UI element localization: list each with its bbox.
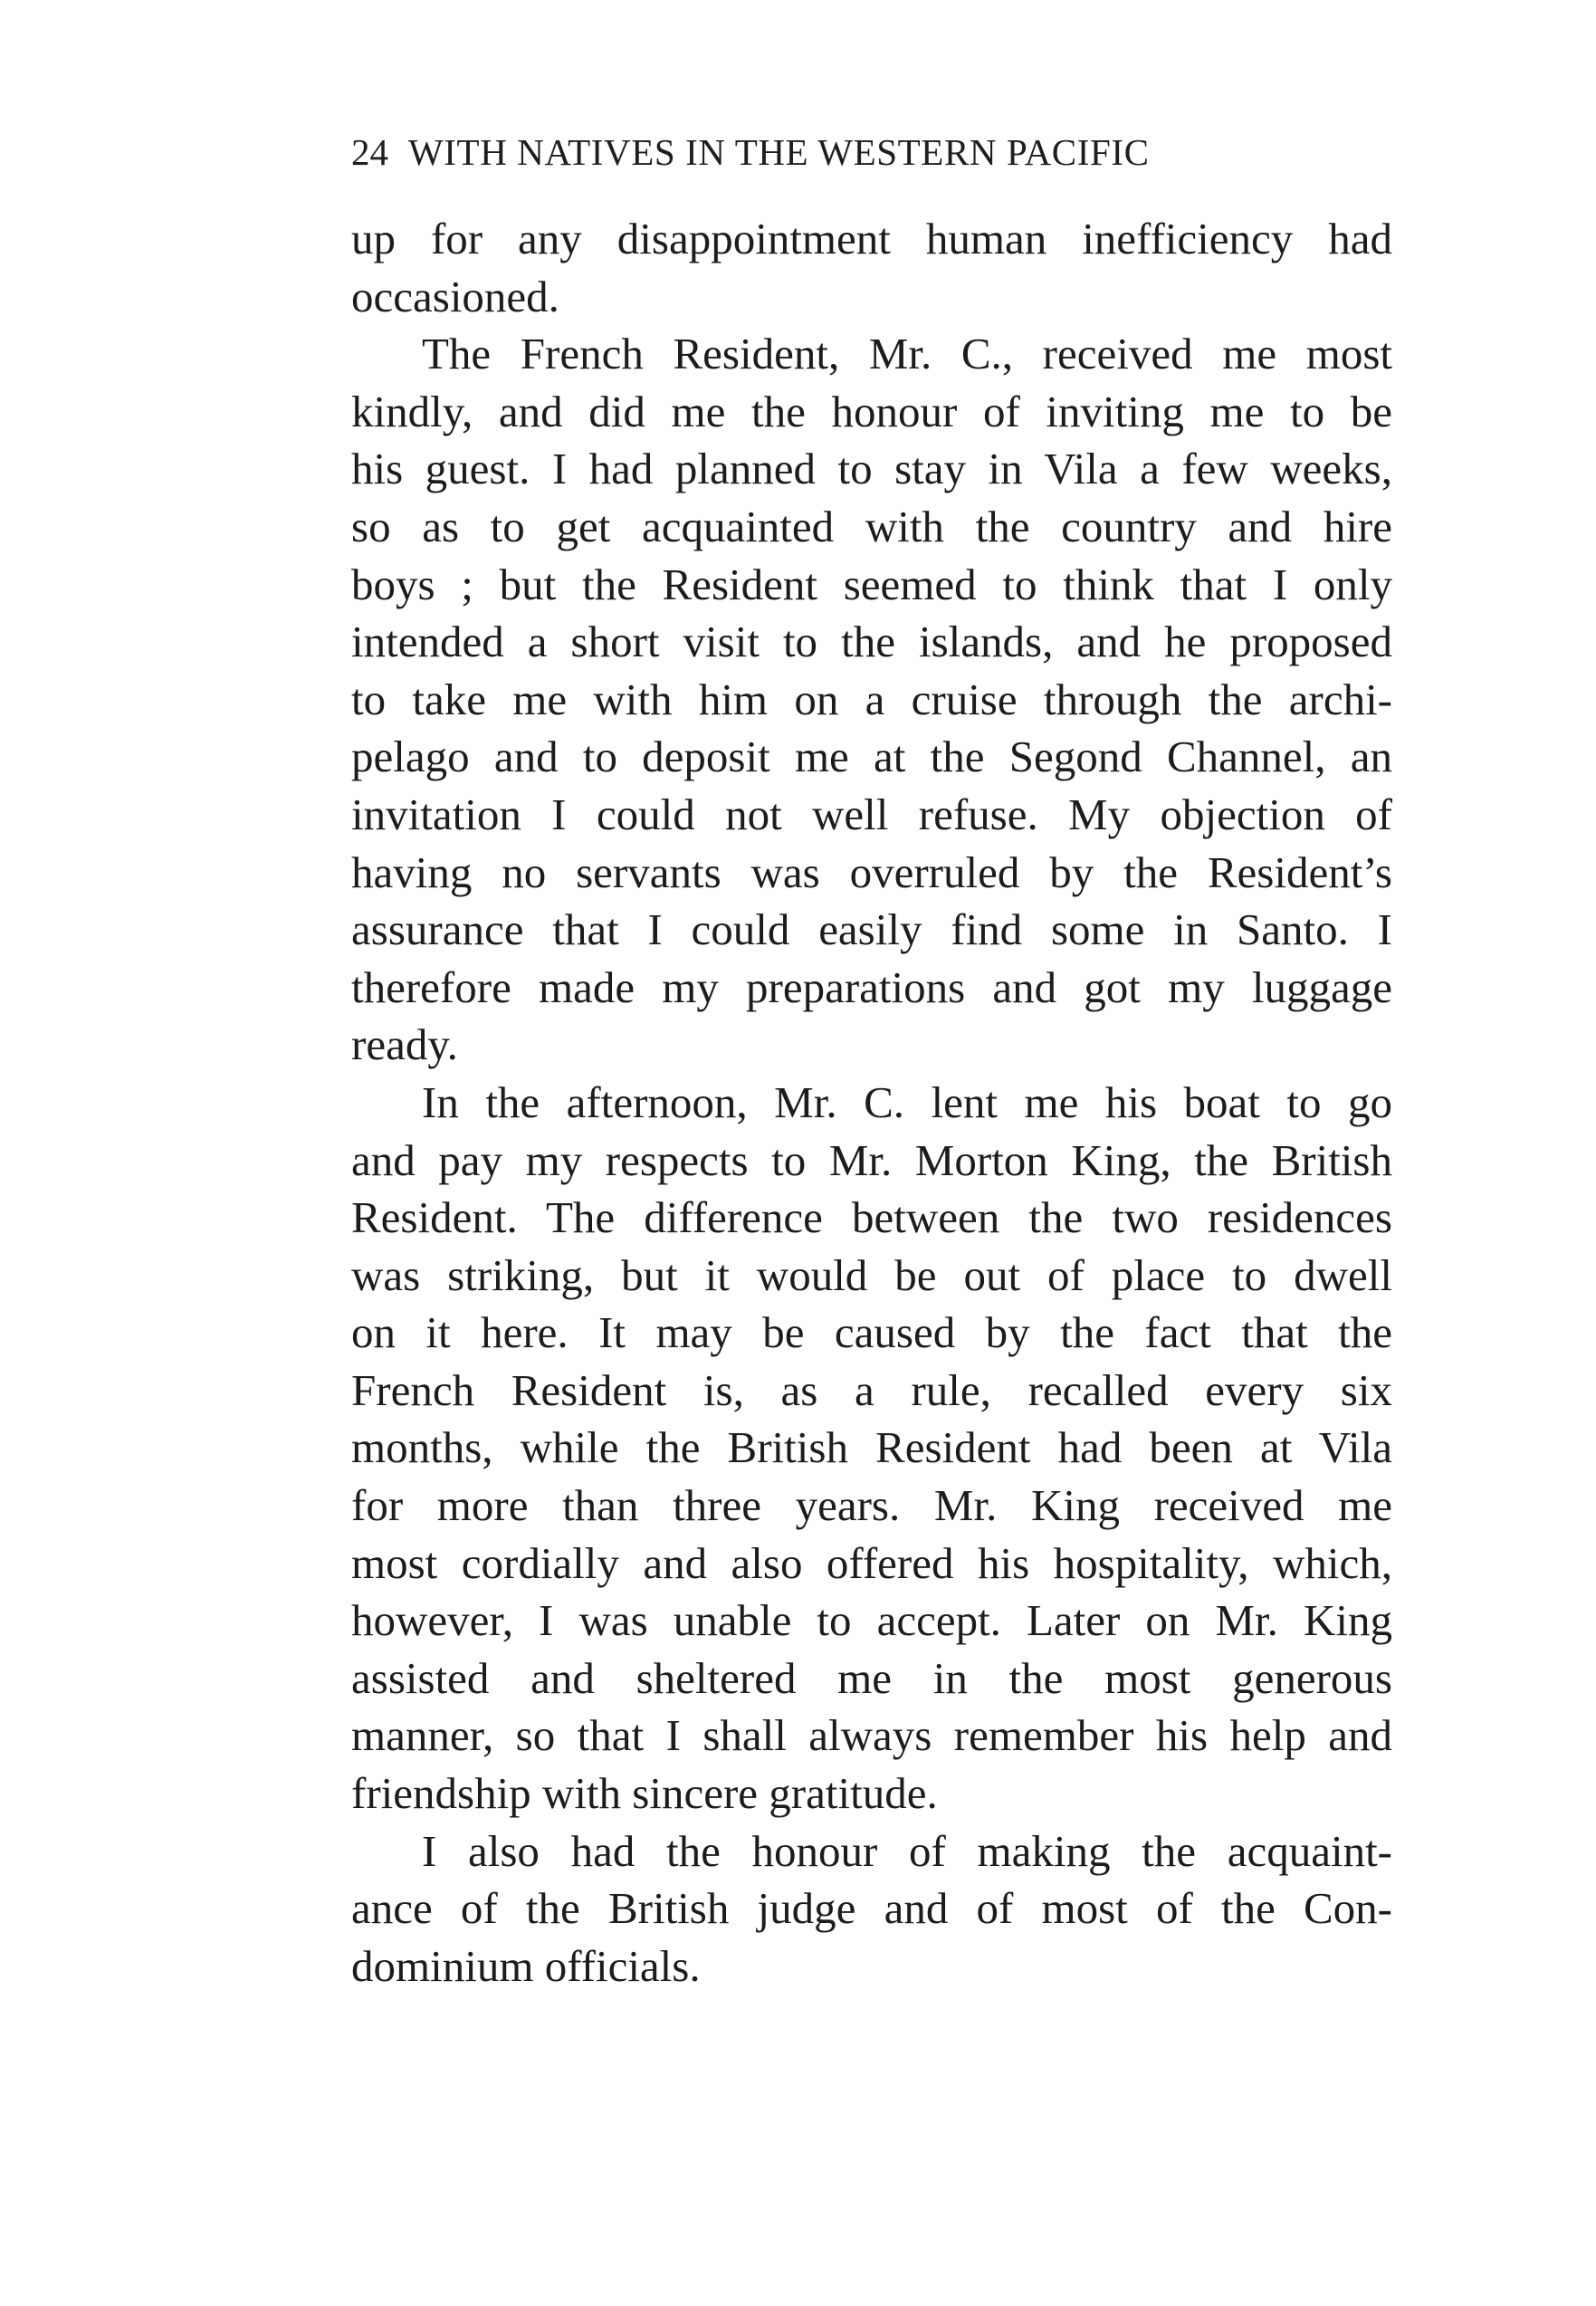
text-line: occasioned.: [351, 271, 559, 321]
text-line: intended a short visit to the islands, and he proposed: [351, 617, 1392, 667]
running-head: [351, 125, 1392, 179]
text-line: on it here. It may be caused by the fact that the: [351, 1307, 1392, 1358]
text-line: up for any disappointment human inefficiency had: [351, 214, 1392, 263]
text-line: dominium officials.: [351, 1940, 701, 1991]
text-line: assurance that I could easily find some in Santo. I: [351, 904, 1392, 955]
text-line: ready.: [351, 1019, 458, 1070]
page-number: 24: [351, 131, 388, 173]
text-line: to take me with him on a cruise through the archi-: [351, 674, 1392, 724]
text-line: however, I was unable to accept. Later on Mr. King: [351, 1595, 1392, 1646]
text-line: Resident. The difference between the two residences: [351, 1192, 1392, 1243]
text-line: manner, so that I shall always remember his help and: [351, 1710, 1392, 1761]
text-line: having no servants was overruled by the Resident’s: [351, 847, 1392, 897]
book-title: WITH NATIVES IN THE WESTERN PACIFIC: [408, 131, 1150, 173]
text-line: assisted and sheltered me in the most generous: [351, 1652, 1392, 1703]
text-line: kindly, and did me the honour of inviting me to be: [351, 386, 1392, 436]
text-line: invitation I could not well refuse. My objection of: [351, 789, 1392, 839]
text-line: his guest. I had planned to stay in Vila a few weeks,: [351, 444, 1392, 494]
text-line: most cordially and also offered his hospitality, which,: [351, 1537, 1392, 1588]
body-text: [351, 210, 1392, 1995]
text-line: In the afternoon, Mr. C. lent me his boat to go: [422, 1076, 1392, 1127]
text-line: I also had the honour of making the acquaint-: [422, 1825, 1392, 1876]
text-line: and pay my respects to Mr. Morton King, the British: [351, 1134, 1392, 1185]
text-line: French Resident is, as a rule, recalled every six: [351, 1364, 1392, 1415]
text-line: for more than three years. Mr. King received me: [351, 1480, 1392, 1531]
text-line: boys ; but the Resident seemed to think that I only: [351, 559, 1392, 609]
text-line: pelago and to deposit me at the Segond Channel, an: [351, 732, 1392, 782]
text-line: The French Resident, Mr. C., received me most: [422, 329, 1392, 379]
text-line: months, while the British Resident had been at Vila: [351, 1422, 1392, 1473]
text-line: friendship with sincere gratitude.: [351, 1768, 938, 1819]
text-line: so as to get acquainted with the country and hire: [351, 501, 1392, 551]
text-line: ance of the British judge and of most of the Con-: [351, 1883, 1392, 1934]
text-line: therefore made my preparations and got my luggage: [351, 962, 1392, 1012]
text-line: was striking, but it would be out of place to dwell: [351, 1249, 1392, 1300]
